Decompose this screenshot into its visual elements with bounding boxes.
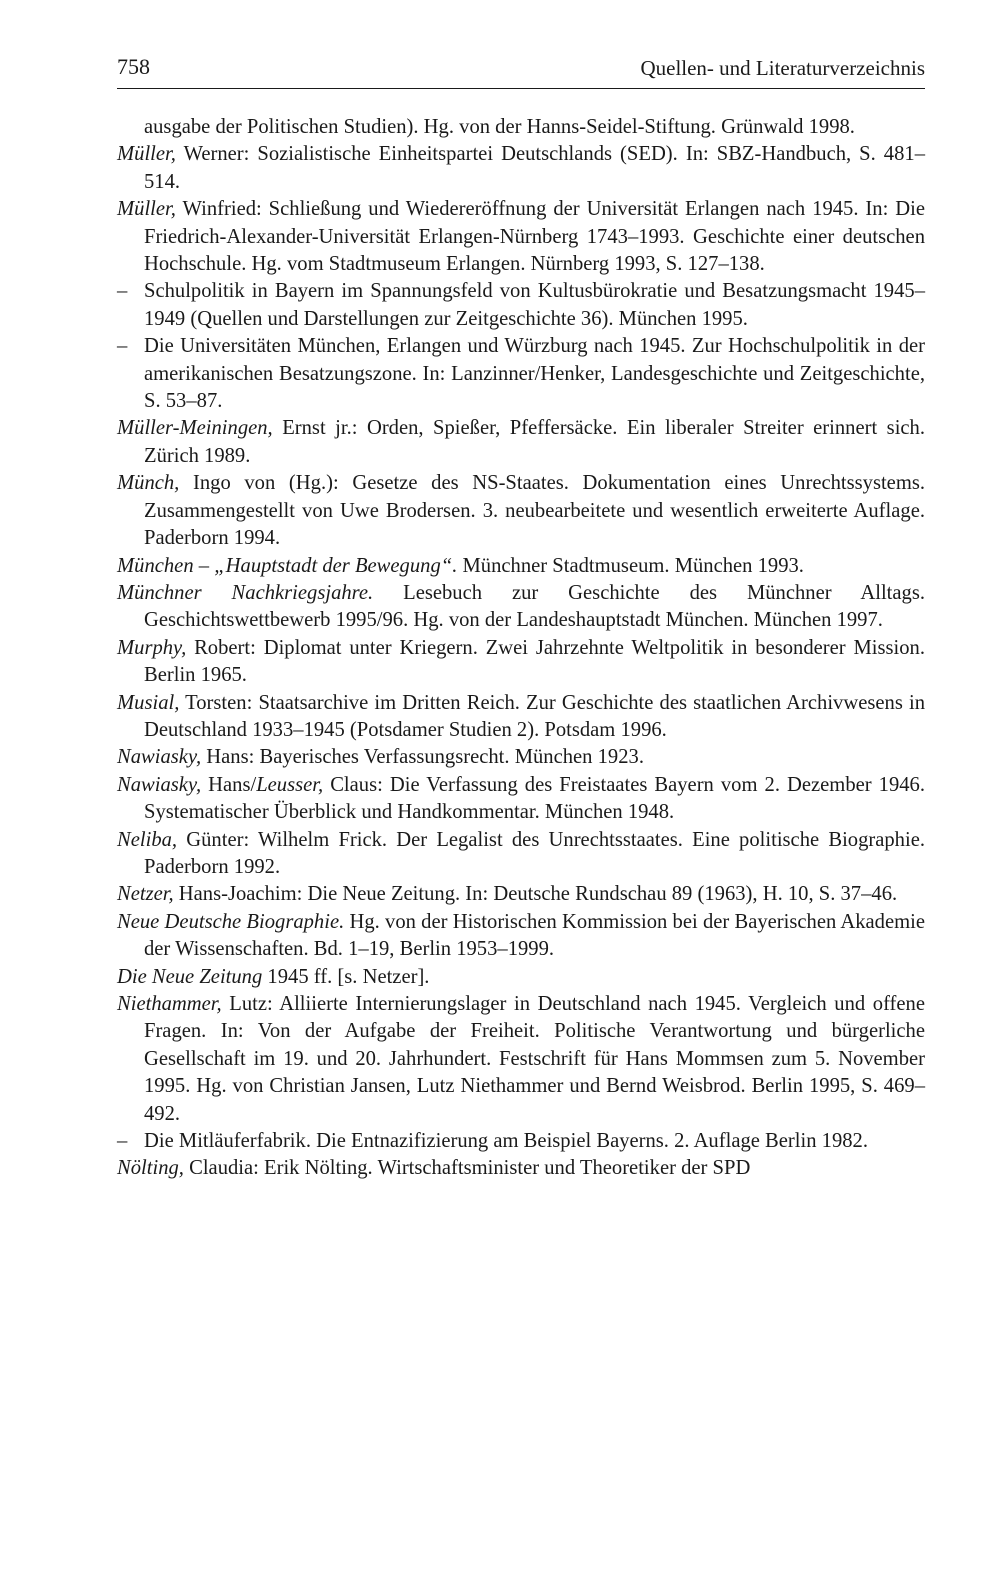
bibliography-entry [117,278,925,333]
entry-author: Die Neue Zeitung [117,965,263,988]
bibliography-entry [117,909,925,964]
bibliography-entry [117,415,925,470]
entry-text: Münchner Stadtmuseum. München 1993. [457,554,804,577]
entry-text: ausgabe der Politischen Studien). Hg. von der Hanns-Seidel-Stiftung. Grünwald 1998. [144,116,855,138]
bibliography-entry [117,553,925,580]
bibliography-entry [117,141,925,196]
bibliography-entry [117,744,925,771]
bibliography-entry [117,772,925,827]
entry-text: Lesebuch zur Geschichte des Münchner Alltags. Geschichtswettbewerb 1995/96. Hg. von der Landeshauptstadt München. München 1997. [144,581,925,632]
entry-text: Werner: Sozialistische Einheitspartei Deutschlands (SED). In: SBZ-Handbuch, S. 481–514. [144,143,925,193]
entry-text: Claudia: Erik Nölting. Wirtschaftsminister und Theoretiker der SPD [183,1157,751,1180]
entry-dash: – [117,335,128,358]
entry-text: Robert: Diplomat unter Kriegern. Zwei Jahrzehnte Weltpolitik in besonderer Mission. Berlin 1965. [144,636,925,687]
entry-coauthor: Leusser, [256,773,324,796]
entry-text: Ingo von (Hg.): Gesetze des NS-Staates. Dokumentation eines Unrechtssystems. Zusammengestellt von Uwe Brodersen. 3. neubearbeitete und wesentlich erweiterte Auflage. Paderborn 1994. [144,472,925,550]
entry-text: Die Mitläuferfabrik. Die Entnazifizierung am Beispiel Bayerns. 2. Auflage Berlin 1982. [144,1130,868,1153]
bibliography-entry [117,1155,925,1182]
bibliography-entry [117,114,925,141]
entry-dash: – [117,280,128,303]
entry-text-continued: Claus: Die Verfassung des Freistaates Bayern vom 2. Dezember 1946. Systematischer Überblick und Handkommentar. München 1948. [144,773,925,824]
entry-author: Netzer, [117,883,174,906]
entry-author: Neue Deutsche Biographie. [117,910,345,933]
entry-text: Lutz: Alliierte Internierungslager in Deutschland nach 1945. Vergleich und offene Fragen. In: Von der Aufgabe der Freiheit. Politische Verantwortung und bürgerliche Gesellschaft im 19. und 20. Jahrhundert. Festschrift für Hans Mommsen zum 5. November 1995. Hg. von Christian Jansen, Lutz Niethammer und Bernd Weisbrod. Berlin 1995, S. 469–492. [144,993,925,1125]
entry-dash: – [117,1130,128,1153]
entry-author: Münch, [117,472,180,495]
entry-author: Neliba, [117,828,178,851]
bibliography-entry [117,690,925,745]
bibliography-entry [117,964,925,991]
bibliography-entry [117,827,925,882]
bibliography-entry [117,1128,925,1155]
entry-author: München – „Hauptstadt der Bewegung“. [117,554,458,577]
entry-text: Winfried: Schließung und Wiedereröffnung der Universität Erlangen nach 1945. In: Die Friedrich-Alexander-Universität Erlangen-Nürnberg 1743–1993. Geschichte einer deutschen Hochschule. Hg. vom Stadtmuseum Erlangen. Nürnberg 1993, S. 127–138. [144,198,925,276]
entry-author: Münchner Nachkriegsjahre. [117,581,374,604]
entry-text: Ernst jr.: Orden, Spießer, Pfeffersäcke. Ein liberaler Streiter erinnert sich. Zürich 1989. [144,417,925,467]
entry-text: Hans: Bayerisches Verfassungsrecht. München 1923. [201,746,644,769]
bibliography-entry [117,470,925,552]
entry-text: Torsten: Staatsarchive im Dritten Reich. Zur Geschichte des staatlichen Archivwesens in Deutschland 1933–1945 (Potsdamer Studien 2). Potsdam 1996. [144,691,925,741]
bibliography-entries [117,114,925,1183]
entry-text: 1945 ff. [s. Netzer]. [262,965,430,988]
bibliography-entry [117,635,925,690]
entry-text: Günter: Wilhelm Frick. Der Legalist des Unrechtsstaates. Eine politische Biographie. Paderborn 1992. [144,828,925,878]
bibliography-entry [117,580,925,635]
entry-author: Musial, [117,691,180,714]
bibliography-entry [117,881,925,908]
entry-author: Müller, [117,143,176,166]
entry-text: Hg. von der Historischen Kommission bei der Bayerischen Akademie der Wissenschaften. Bd. 1–19, Berlin 1953–1999. [144,910,925,961]
entry-author: Nawiasky, [117,746,202,769]
entry-text: Schulpolitik in Bayern im Spannungsfeld von Kultusbürokratie und Besatzungsmacht 1945–1949 (Quellen und Darstellungen zur Zeitgeschichte 36). München 1995. [144,280,925,330]
entry-author: Niethammer, [117,993,222,1015]
bibliography-entry [117,333,925,415]
entry-author: Murphy, [117,636,187,659]
entry-author: Nawiasky, [117,773,202,796]
entry-author: Nölting, [117,1157,184,1180]
entry-author: Müller-Meiningen, [117,417,273,440]
page-number: 758 [117,54,150,79]
entry-text: Hans/ [201,773,257,796]
bibliography-entry [117,991,925,1128]
bibliography-entry [117,196,925,278]
entry-text: Hans-Joachim: Die Neue Zeitung. In: Deutsche Rundschau 89 (1963), H. 10, S. 37–46. [173,883,898,906]
entry-author: Müller, [117,198,176,221]
running-head: Quellen- und Literaturverzeichnis [640,56,925,80]
page-header [117,50,925,89]
entry-text: Die Universitäten München, Erlangen und Würzburg nach 1945. Zur Hochschulpolitik in der amerikanischen Besatzungszone. In: Lanzinner/Henker, Landesgeschichte und Zeitgeschichte, S. 53–87. [144,335,925,413]
